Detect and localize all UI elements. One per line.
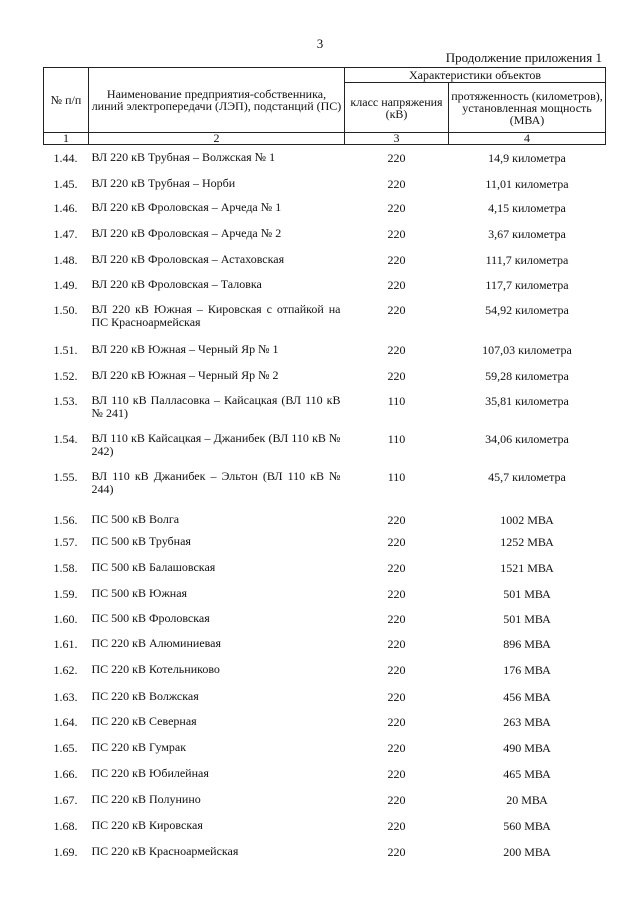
length-capacity-value: 45,7 километра: [488, 469, 566, 484]
voltage-class: 220: [387, 818, 406, 833]
row-number: 1.49.: [53, 277, 78, 292]
voltage-class: 220: [387, 586, 406, 601]
row-number: 1.47.: [53, 226, 78, 241]
row-number: 1.44.: [53, 151, 78, 165]
header-voltage-class: класс напряжения (кВ): [345, 83, 449, 133]
length-capacity-value: 111,7 километра: [485, 252, 569, 267]
row-number: 1.46.: [53, 200, 78, 215]
object-name: ПС 500 кВ Фроловская: [91, 610, 210, 625]
row-number: 1.55.: [53, 469, 78, 484]
length-capacity-value: 35,81 километра: [485, 393, 569, 408]
voltage-class: 220: [387, 714, 406, 729]
length-capacity-value: 1252 МВА: [500, 534, 554, 549]
voltage-class: 220: [387, 302, 406, 317]
table-row: [44, 713, 606, 739]
table-row: [44, 197, 606, 223]
table-row: [44, 249, 606, 275]
table-row: [44, 765, 606, 791]
voltage-class: 220: [387, 200, 406, 215]
row-number: 1.59.: [53, 586, 78, 601]
voltage-class: 220: [387, 226, 406, 241]
object-name: ПС 220 кВ Котельниково: [91, 661, 220, 676]
voltage-class: 220: [387, 368, 406, 383]
length-capacity-value: 200 МВА: [503, 844, 551, 859]
table-row: [44, 843, 606, 869]
length-capacity-value: 176 МВА: [503, 662, 551, 677]
objects-table: [43, 67, 606, 869]
voltage-class: 220: [387, 689, 406, 704]
object-name: ВЛ 110 кВ Джанибек – Эльтон (ВЛ 110 кВ № 244): [91, 468, 341, 496]
table-row: [44, 429, 606, 467]
length-capacity-value: 34,06 километра: [485, 431, 569, 446]
object-name: ПС 500 кВ Балашовская: [91, 559, 216, 574]
length-capacity-value: 11,01 километра: [485, 176, 569, 191]
length-capacity-value: 54,92 километра: [485, 302, 569, 317]
row-number: 1.54.: [53, 431, 78, 446]
object-name: ВЛ 220 кВ Фроловская – Таловка: [91, 276, 262, 291]
voltage-class: 220: [387, 534, 406, 549]
column-number: 3: [345, 133, 449, 145]
header-row-number: № п/п: [44, 68, 89, 133]
length-capacity-value: 3,67 километра: [488, 226, 566, 241]
length-capacity-value: 501 МВА: [503, 611, 551, 626]
header-length-capacity: протяженность (километров), установленная мощность (МВА): [449, 83, 606, 133]
row-number: 1.57.: [53, 534, 78, 549]
voltage-class: 220: [387, 636, 406, 651]
row-number: 1.62.: [53, 662, 78, 677]
appendix-continuation-label: Продолжение приложения 1: [445, 50, 602, 65]
table-row: [44, 791, 606, 817]
voltage-class: 110: [387, 469, 406, 484]
length-capacity-value: 560 МВА: [503, 818, 551, 833]
voltage-class: 220: [387, 844, 406, 859]
row-number: 1.56.: [53, 512, 78, 527]
table-row: [44, 661, 606, 687]
voltage-class: 220: [387, 252, 406, 267]
object-name: ПС 220 кВ Полунино: [91, 791, 201, 806]
length-capacity-value: 107,03 километра: [482, 342, 572, 357]
table-row: [44, 467, 606, 505]
voltage-class: 220: [387, 512, 406, 527]
voltage-class: 220: [387, 740, 406, 755]
length-capacity-value: 1002 МВА: [500, 512, 554, 527]
object-name: ВЛ 220 кВ Южная – Черный Яр № 1: [91, 341, 279, 356]
table-body: [44, 145, 606, 869]
object-name: ПС 220 кВ Алюминиевая: [91, 635, 222, 650]
row-number: 1.45.: [53, 176, 78, 191]
table-row: [44, 145, 606, 171]
row-number: 1.64.: [53, 714, 78, 729]
table-row: [44, 531, 606, 557]
voltage-class: 110: [387, 431, 406, 446]
object-name: ВЛ 220 кВ Южная – Кировская с отпайкой на ПС Красноармейская: [91, 301, 341, 329]
voltage-class: 220: [387, 766, 406, 781]
object-name: ПС 220 кВ Волжская: [91, 688, 199, 703]
table-row: [44, 557, 606, 583]
row-number: 1.60.: [53, 611, 78, 626]
object-name: ПС 500 кВ Волга: [91, 511, 180, 526]
length-capacity-value: 14,9 километра: [488, 151, 566, 165]
object-name: ПС 220 кВ Северная: [91, 713, 197, 728]
row-number: 1.61.: [53, 636, 78, 651]
header-characteristics: Характеристики объектов: [345, 68, 606, 83]
table-row: [44, 635, 606, 661]
table-row: [44, 739, 606, 765]
voltage-class: 220: [387, 176, 406, 191]
length-capacity-value: 263 МВА: [503, 714, 551, 729]
object-name: ВЛ 220 кВ Южная – Черный Яр № 2: [91, 367, 279, 382]
length-capacity-value: 59,28 километра: [485, 368, 569, 383]
length-capacity-value: 4,15 километра: [488, 200, 566, 215]
voltage-class: 220: [387, 342, 406, 357]
object-name: ВЛ 220 кВ Фроловская – Арчеда № 2: [91, 225, 282, 240]
row-number: 1.48.: [53, 252, 78, 267]
length-capacity-value: 456 МВА: [503, 689, 551, 704]
object-name: ВЛ 220 кВ Трубная – Норби: [91, 175, 236, 190]
row-number: 1.63.: [53, 689, 78, 704]
voltage-class: 220: [387, 662, 406, 677]
row-number: 1.50.: [53, 302, 78, 317]
table-row: [44, 301, 606, 339]
table-row: [44, 817, 606, 843]
length-capacity-value: 896 МВА: [503, 636, 551, 651]
voltage-class: 220: [387, 560, 406, 575]
column-number: 1: [44, 133, 89, 145]
voltage-class: 220: [387, 611, 406, 626]
row-number: 1.53.: [53, 393, 78, 408]
length-capacity-value: 465 МВА: [503, 766, 551, 781]
length-capacity-value: 490 МВА: [503, 740, 551, 755]
voltage-class: 220: [387, 151, 406, 165]
object-name: ПС 220 кВ Юбилейная: [91, 765, 209, 780]
row-number: 1.52.: [53, 368, 78, 383]
voltage-class: 220: [387, 277, 406, 292]
table-row: [44, 171, 606, 197]
table-row: [44, 505, 606, 531]
row-number: 1.68.: [53, 818, 78, 833]
column-number: 2: [89, 133, 345, 145]
row-number: 1.51.: [53, 342, 78, 357]
row-number: 1.58.: [53, 560, 78, 575]
length-capacity-value: 20 МВА: [506, 792, 548, 807]
column-number: 4: [449, 133, 606, 145]
table-row: [44, 609, 606, 635]
length-capacity-value: 1521 МВА: [500, 560, 554, 575]
object-name: ВЛ 110 кВ Кайсацкая – Джанибек (ВЛ 110 кВ № 242): [91, 430, 341, 458]
length-capacity-value: 501 МВА: [503, 586, 551, 601]
object-name: ВЛ 220 кВ Фроловская – Астаховская: [91, 251, 285, 266]
row-number: 1.67.: [53, 792, 78, 807]
object-name: ПС 500 кВ Трубная: [91, 533, 191, 548]
header-object-name: Наименование предприятия-собственника, линий электропередачи (ЛЭП), подстанций (ПС): [89, 68, 345, 133]
object-name: ПС 220 кВ Кировская: [91, 817, 203, 832]
row-number: 1.66.: [53, 766, 78, 781]
table-row: [44, 365, 606, 391]
object-name: ПС 500 кВ Южная: [91, 585, 188, 600]
row-number: 1.65.: [53, 740, 78, 755]
length-capacity-value: 117,7 километра: [485, 277, 569, 292]
object-name: ВЛ 220 кВ Фроловская – Арчеда № 1: [91, 199, 282, 214]
table-row: [44, 339, 606, 365]
page-number: 3: [316, 36, 324, 51]
table-row: [44, 275, 606, 301]
voltage-class: 220: [387, 792, 406, 807]
object-name: ВЛ 110 кВ Палласовка – Кайсацкая (ВЛ 110 кВ № 241): [91, 392, 341, 420]
object-name: ПС 220 кВ Красноармейская: [91, 843, 239, 858]
object-name: ПС 220 кВ Гумрак: [91, 739, 187, 754]
row-number: 1.69.: [53, 844, 78, 859]
table-row: [44, 583, 606, 609]
table-row: [44, 391, 606, 429]
table-row: [44, 687, 606, 713]
voltage-class: 110: [387, 393, 406, 408]
object-name: ВЛ 220 кВ Трубная – Волжская № 1: [91, 150, 276, 164]
table-row: [44, 223, 606, 249]
